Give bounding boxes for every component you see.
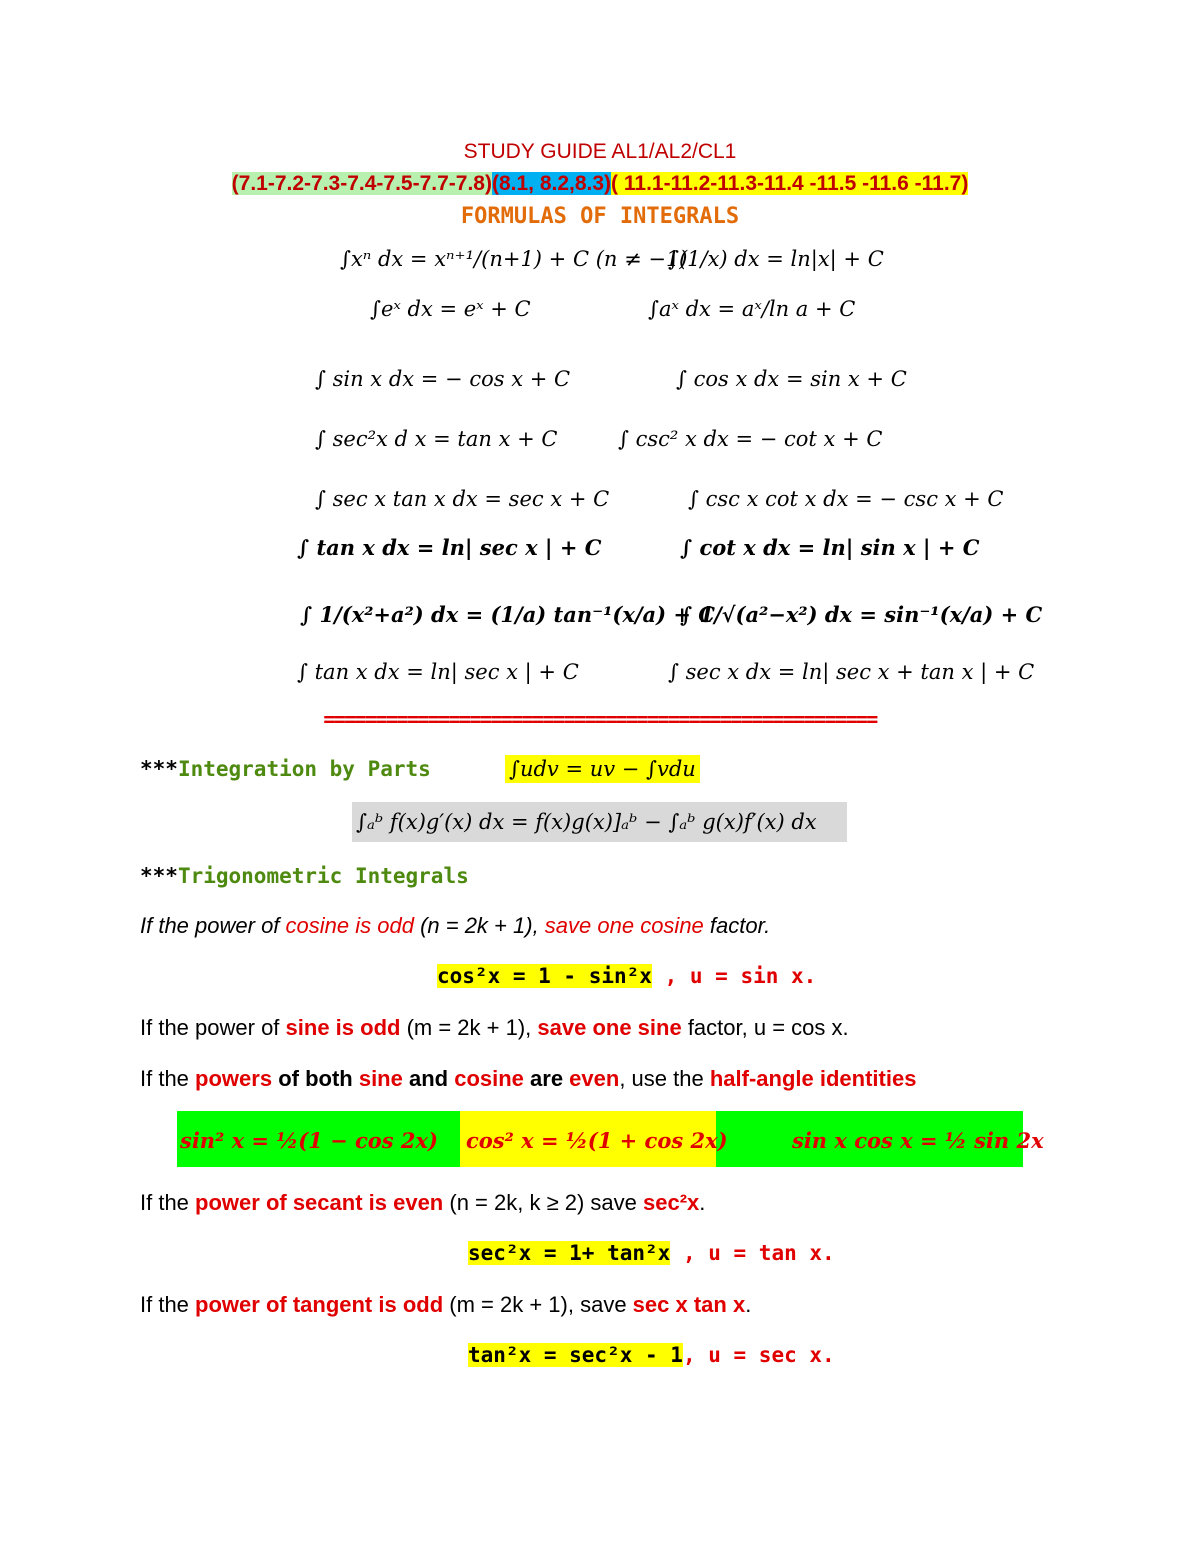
rule-both-even [140, 1066, 916, 1092]
identity-cos-line [437, 964, 816, 988]
identity-sin-cos: sin x cos x = ½ sin 2x [792, 1128, 1044, 1153]
rule-highlight: even [569, 1066, 620, 1091]
identity-tan-line [468, 1343, 835, 1367]
identity-tan: tan²x = sec²x - 1 [468, 1343, 683, 1367]
section-range-ch8: (8.1, 8.2,8.3) [491, 172, 612, 195]
identity-half-sin: sin² x = ½(1 − cos 2x) [180, 1128, 438, 1153]
rule-text: , use the [619, 1066, 710, 1091]
rule-text: . [745, 1292, 752, 1317]
formula-tan-bold: ∫ tan x dx = ln| sec x | + C [297, 535, 602, 560]
trig-heading [140, 864, 469, 888]
rule-text: of both [272, 1066, 359, 1091]
rule-text: If the power of [140, 913, 286, 938]
rule-secant-even [140, 1190, 705, 1216]
formula-sec: ∫ sec x dx = ln| sec x + tan x | + C [668, 660, 1035, 684]
rule-highlight: cosine [454, 1066, 524, 1091]
trig-heading-stars: *** [140, 864, 178, 888]
separator-line: ===================================================== [323, 707, 877, 731]
formula-reciprocal: ∫(1/x) dx = ln|x| + C [668, 247, 884, 271]
parts-heading-text: Integration by Parts [177, 757, 431, 781]
substitution-cos: , u = sin x. [651, 964, 817, 988]
formula-exp-a: ∫aˣ dx = aˣ/ln a + C [648, 297, 856, 321]
rule-text: factor, u = cos x. [681, 1015, 849, 1040]
rule-text: (m = 2k + 1), save [443, 1292, 633, 1317]
formula-cos: ∫ cos x dx = sin x + C [676, 367, 907, 391]
rule-text: If the power of [140, 1015, 286, 1040]
formula-arctan: ∫ 1/(x²+a²) dx = (1/a) tan⁻¹(x/a) + C [300, 602, 716, 627]
rule-text: (m = 2k + 1), [400, 1015, 538, 1040]
rule-cosine-odd [140, 913, 770, 939]
section-range-ch11: ( 11.1-11.2-11.3-11.4 -11.5 -11.6 -11.7) [611, 172, 969, 195]
trig-heading-text: Trigonometric Integrals [177, 864, 469, 888]
formula-cot-bold: ∫ cot x dx = ln| sin x | + C [680, 535, 980, 560]
rule-highlight: sec x tan x [632, 1292, 746, 1317]
substitution-sec: , u = tan x. [670, 1241, 835, 1265]
formulas-subtitle: FORMULAS OF INTEGRALS [460, 204, 740, 229]
identity-cos: cos²x = 1 - sin²x [437, 964, 652, 988]
rule-highlight: power of secant is even [195, 1190, 444, 1215]
formula-sin: ∫ sin x dx = − cos x + C [315, 367, 571, 391]
parts-heading [140, 757, 431, 781]
rule-highlight: half-angle identities [709, 1066, 917, 1091]
section-list [0, 172, 1200, 196]
rule-highlight: sine [358, 1066, 403, 1091]
rule-text: factor. [703, 913, 771, 938]
rule-highlight: sine is odd [285, 1015, 401, 1040]
rule-text: . [699, 1190, 706, 1215]
formula-tan: ∫ tan x dx = ln| sec x | + C [297, 660, 579, 684]
rule-text: and [402, 1066, 455, 1091]
rule-text: (n = 2k + 1), [413, 913, 545, 938]
rule-highlight: power of tangent is odd [195, 1292, 444, 1317]
formula-csc-squared: ∫ csc² x dx = − cot x + C [618, 427, 883, 451]
identity-half-cos: cos² x = ½(1 + cos 2x) [466, 1128, 728, 1153]
rule-highlight: cosine is odd [285, 913, 414, 938]
page-title: STUDY GUIDE AL1/AL2/CL1 [463, 140, 737, 163]
rule-text: If the [140, 1292, 196, 1317]
formula-csc-cot: ∫ csc x cot x dx = − csc x + C [688, 487, 1004, 511]
rule-highlight: save one cosine [544, 913, 704, 938]
rule-highlight: save one sine [537, 1015, 682, 1040]
formula-sec-squared: ∫ sec²x d x = tan x + C [315, 427, 558, 451]
parts-formula: ∫udv = uv − ∫vdu [505, 755, 700, 783]
rule-text: If the [140, 1190, 196, 1215]
rule-sine-odd [140, 1015, 849, 1041]
rule-text: If the [140, 1066, 196, 1091]
substitution-tan: , u = sec x. [682, 1343, 835, 1367]
formula-exp-e: ∫eˣ dx = eˣ + C [370, 297, 531, 321]
section-range-ch7: (7.1-7.2-7.3-7.4-7.5-7.7-7.8) [231, 172, 492, 195]
parts-heading-stars: *** [140, 757, 178, 781]
formula-arcsin: ∫ 1/√(a²−x²) dx = sin⁻¹(x/a) + C [680, 602, 1043, 627]
parts-definite-formula: ∫ₐᵇ f(x)g′(x) dx = f(x)g(x)]ₐᵇ − ∫ₐᵇ g(x)f′(x) dx [352, 802, 847, 842]
rule-highlight: sec²x [643, 1190, 700, 1215]
formula-power-rule: ∫xⁿ dx = xⁿ⁺¹/(n+1) + C (n ≠ −1) [340, 247, 688, 271]
formula-sec-tan: ∫ sec x tan x dx = sec x + C [315, 487, 610, 511]
rule-tangent-odd [140, 1292, 751, 1318]
rule-highlight: powers [195, 1066, 273, 1091]
identity-sec-line [468, 1241, 835, 1265]
rule-text: (n = 2k, k ≥ 2) save [443, 1190, 644, 1215]
rule-text: are [523, 1066, 570, 1091]
identity-sec: sec²x = 1+ tan²x [468, 1241, 671, 1265]
